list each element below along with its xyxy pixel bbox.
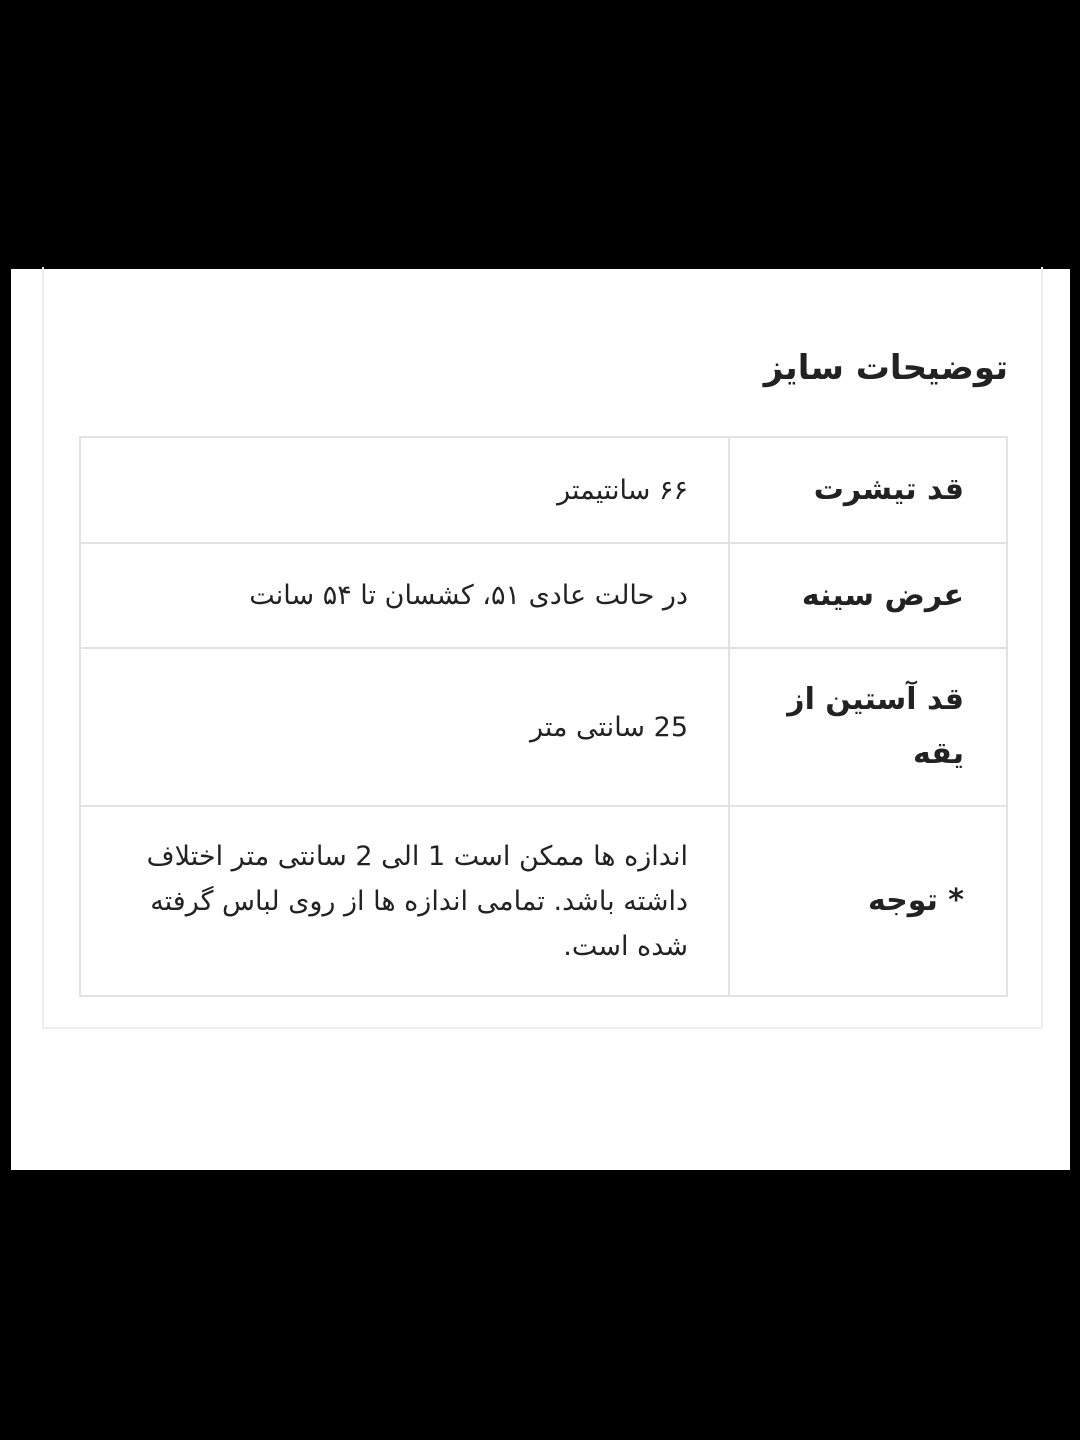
table-row	[80, 437, 1007, 543]
row-value: 25 سانتی متر	[80, 648, 729, 806]
table-row	[80, 543, 1007, 648]
product-details-sheet	[11, 269, 1070, 1170]
row-label: قد آستین از یقه	[729, 648, 1007, 806]
table-row	[80, 648, 1007, 806]
section-title: توضیحات سایز	[763, 348, 1008, 388]
row-label: قد تیشرت	[729, 437, 1007, 543]
row-label: * توجه	[729, 806, 1007, 996]
size-table	[79, 436, 1008, 997]
row-value: ۶۶ سانتیمتر	[80, 437, 729, 543]
row-label: عرض سینه	[729, 543, 1007, 648]
table-row	[80, 806, 1007, 996]
row-value: در حالت عادی ۵۱، کشسان تا ۵۴ سانت	[80, 543, 729, 648]
row-value: اندازه ها ممکن است 1 الی 2 سانتی متر اختلاف داشته باشد. تمامی اندازه ها از روی لباس گرفته شده است.	[80, 806, 729, 996]
